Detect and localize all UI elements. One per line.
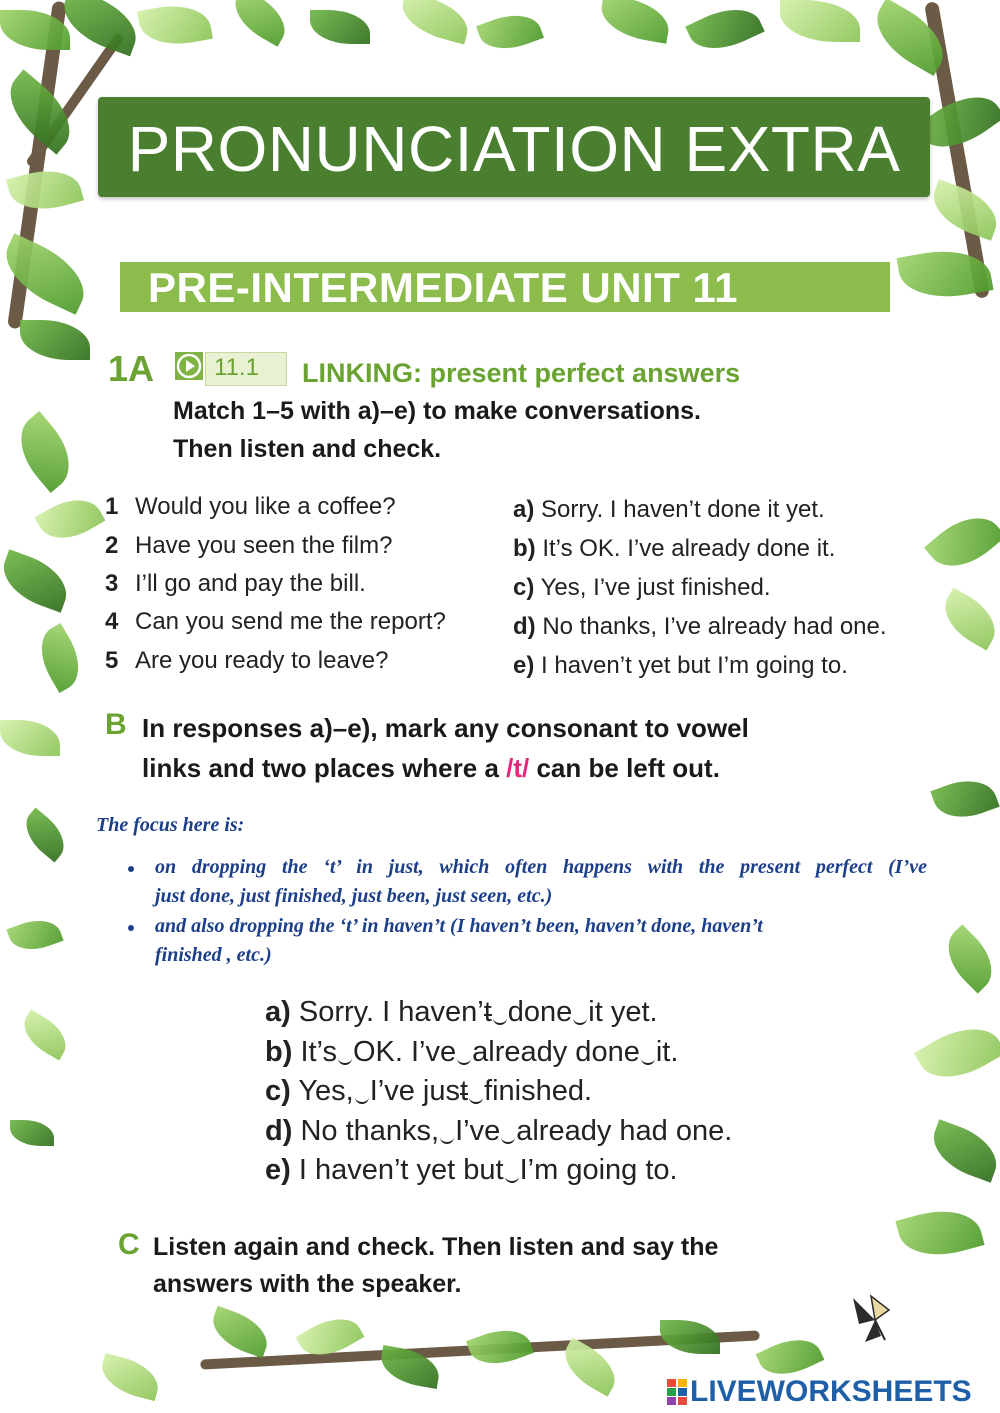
page-title: PRONUNCIATION EXTRA xyxy=(127,113,901,185)
bullet-icon xyxy=(128,866,134,872)
response-e: e) I haven’t yet but I’m going to. xyxy=(513,652,848,679)
link-mark xyxy=(505,1173,519,1183)
response-c: c) Yes, I’ve just finished. xyxy=(513,574,771,601)
question-1: 1 Would you like a coffee? xyxy=(105,493,396,520)
link-mark xyxy=(573,1015,587,1025)
response-a: a) Sorry. I haven’t done it yet. xyxy=(513,496,825,523)
exercise-1a-instruction-1: Match 1–5 with a)–e) to make conversations. xyxy=(173,397,701,425)
t-phoneme: /t/ xyxy=(506,753,530,783)
link-mark xyxy=(338,1055,352,1065)
focus-bullet-2-line-1: and also dropping the ‘t’ in haven’t (I haven’t been, haven’t done, haven’t xyxy=(155,915,763,937)
link-mark xyxy=(493,1015,507,1025)
logo-cubes-icon xyxy=(666,1378,688,1406)
unit-subtitle: PRE-INTERMEDIATE UNIT 11 xyxy=(148,264,738,311)
answer-b: b) It’s OK. I’ve already done it. xyxy=(265,1036,679,1068)
exercise-c-instruction-1: Listen again and check. Then listen and say the xyxy=(153,1233,719,1261)
answer-d: d) No thanks, I’ve already had one. xyxy=(265,1115,733,1147)
question-2: 2 Have you seen the film? xyxy=(105,532,393,559)
link-mark xyxy=(501,1134,515,1144)
exercise-1a-instruction-2: Then listen and check. xyxy=(173,435,442,463)
liveworksheets-logo[interactable]: LIVEWORKSHEETS xyxy=(690,1375,972,1408)
audio-track-number: 11.1 xyxy=(214,354,259,381)
exercise-b-letter: B xyxy=(105,708,127,741)
exercise-c-letter: C xyxy=(118,1228,140,1261)
question-5: 5 Are you ready to leave? xyxy=(105,647,389,674)
focus-bullet-1-line-1: on dropping the ‘t’ in just, which often happens with the present perfect (I’ve xyxy=(155,856,927,878)
link-mark xyxy=(641,1055,655,1065)
link-mark xyxy=(440,1134,454,1144)
answer-e: e) I haven’t yet but I’m going to. xyxy=(265,1154,678,1186)
bullet-icon xyxy=(128,925,134,931)
focus-bullet-2-line-2: finished , etc.) xyxy=(155,944,272,966)
response-b: b) It’s OK. I’ve already done it. xyxy=(513,535,836,562)
question-3: 3 I’ll go and pay the bill. xyxy=(105,570,366,597)
link-mark xyxy=(469,1094,483,1104)
answer-a: a) Sorry. I haven’t done it yet. xyxy=(265,996,658,1028)
answer-c: c) Yes, I’ve just finished. xyxy=(265,1075,593,1107)
play-icon[interactable] xyxy=(175,352,203,380)
question-4: 4 Can you send me the report? xyxy=(105,608,446,635)
exercise-b-instruction-2: links and two places where a /t/ can be left out. xyxy=(142,753,720,783)
butterfly-icon xyxy=(845,1290,905,1350)
link-mark xyxy=(355,1094,369,1104)
exercise-1a-number: 1A xyxy=(108,348,155,389)
focus-intro: The focus here is: xyxy=(96,814,245,836)
exercise-b-instruction-1: In responses a)–e), mark any consonant to vowel xyxy=(142,713,749,743)
exercise-c-instruction-2: answers with the speaker. xyxy=(153,1270,462,1298)
focus-bullet-1-line-2: just done, just finished, just been, just seen, etc.) xyxy=(155,885,553,907)
response-d: d) No thanks, I’ve already had one. xyxy=(513,613,887,640)
link-mark xyxy=(457,1055,471,1065)
exercise-1a-title: LINKING: present perfect answers xyxy=(302,358,741,388)
